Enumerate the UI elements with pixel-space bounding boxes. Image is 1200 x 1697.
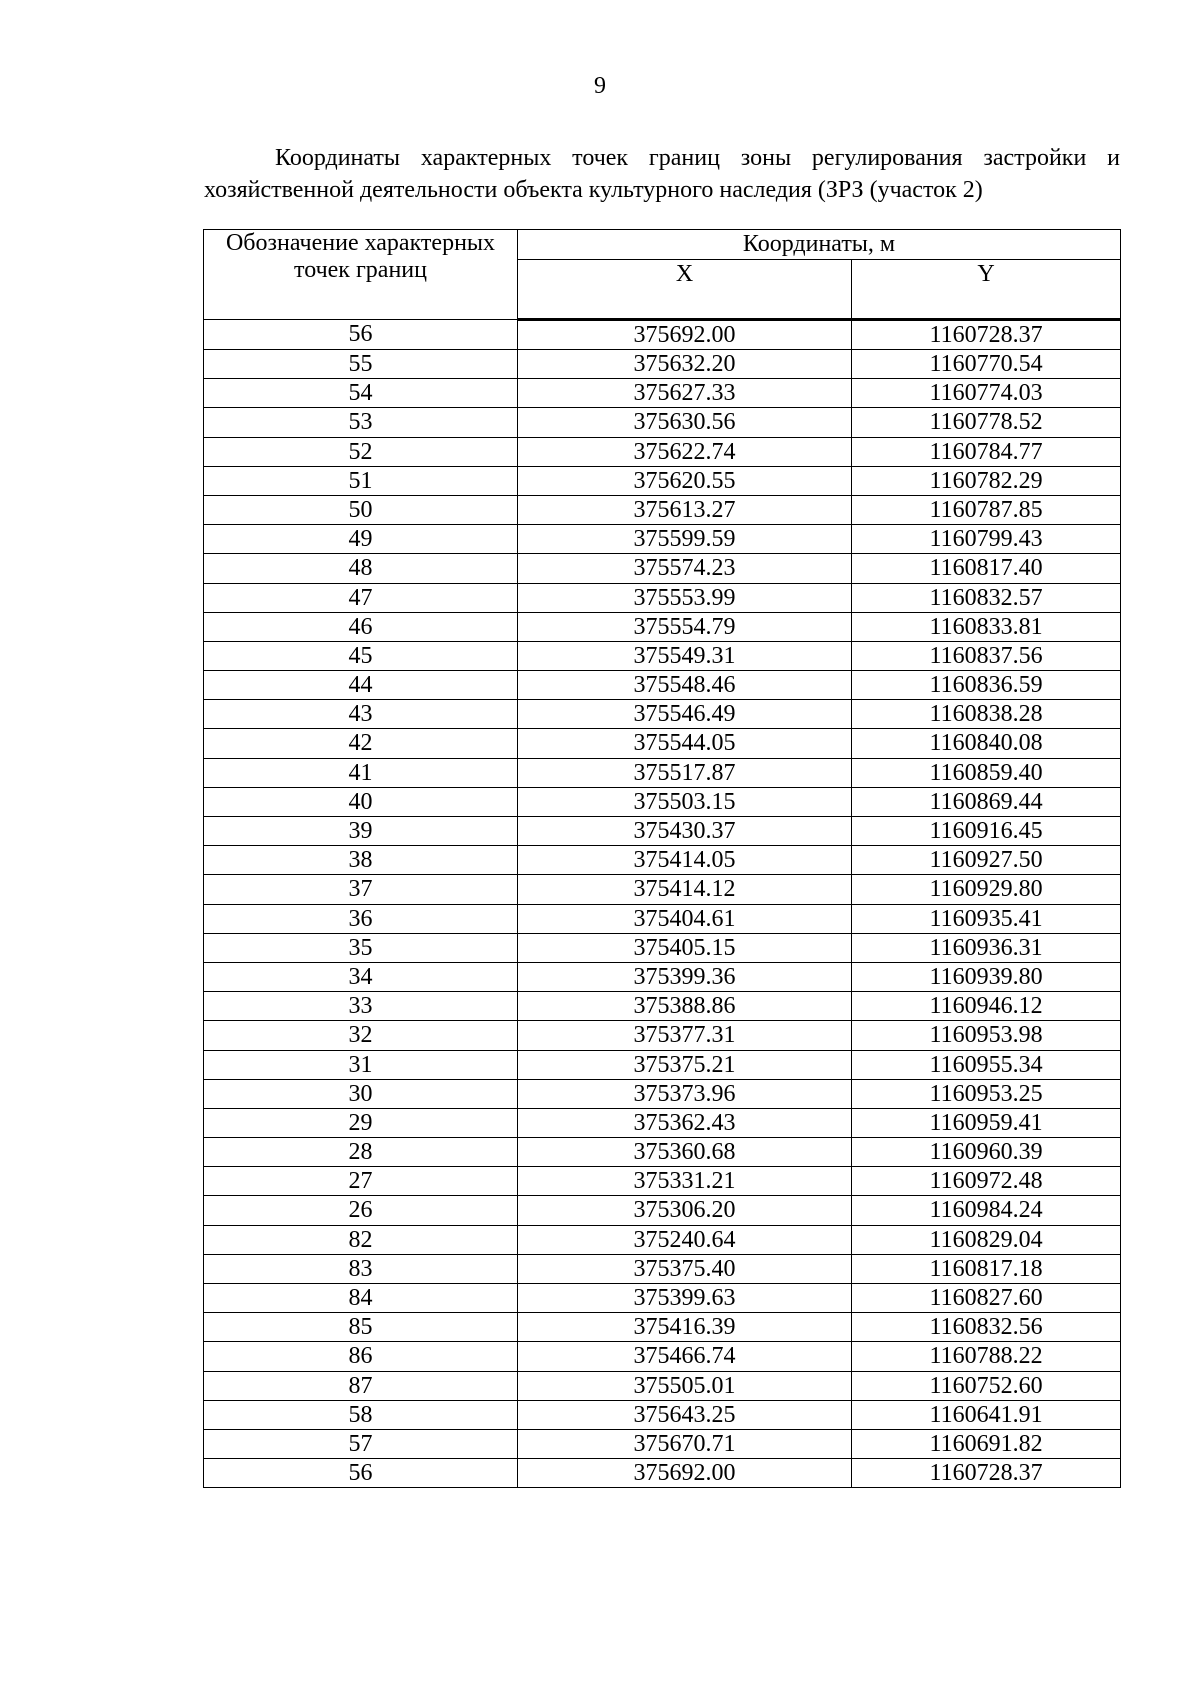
cell-y: 1160859.40 [852,758,1121,787]
cell-y: 1160929.80 [852,875,1121,904]
table-row [204,612,1121,641]
cell-point: 56 [204,320,518,350]
cell-y: 1160641.91 [852,1400,1121,1429]
table-row [204,933,1121,962]
cell-point: 48 [204,554,518,583]
cell-x: 375404.61 [518,904,852,933]
cell-point: 50 [204,495,518,524]
cell-x: 375546.49 [518,700,852,729]
cell-point: 45 [204,641,518,670]
cell-point: 84 [204,1284,518,1313]
cell-y: 1160691.82 [852,1429,1121,1458]
cell-x: 375517.87 [518,758,852,787]
cell-x: 375599.59 [518,525,852,554]
cell-y: 1160784.77 [852,437,1121,466]
table-row [204,1167,1121,1196]
table-row [204,1459,1121,1488]
cell-x: 375670.71 [518,1429,852,1458]
cell-x: 375503.15 [518,787,852,816]
table-row [204,408,1121,437]
table-row [204,1079,1121,1108]
cell-x: 375414.12 [518,875,852,904]
cell-x: 375388.86 [518,992,852,1021]
table-row [204,554,1121,583]
table-row [204,671,1121,700]
header-x: X [518,260,852,320]
table-body [204,320,1121,1488]
cell-y: 1160960.39 [852,1138,1121,1167]
table-row [204,583,1121,612]
table-row [204,729,1121,758]
cell-y: 1160827.60 [852,1284,1121,1313]
table-row [204,992,1121,1021]
cell-point: 54 [204,379,518,408]
cell-y: 1160728.37 [852,1459,1121,1488]
cell-point: 85 [204,1313,518,1342]
cell-x: 375377.31 [518,1021,852,1050]
table-row [204,787,1121,816]
cell-y: 1160959.41 [852,1108,1121,1137]
table-row [204,875,1121,904]
cell-x: 375548.46 [518,671,852,700]
cell-y: 1160935.41 [852,904,1121,933]
cell-point: 28 [204,1138,518,1167]
table-row [204,1284,1121,1313]
cell-point: 38 [204,846,518,875]
table-row [204,700,1121,729]
page-number: 9 [594,73,606,99]
cell-x: 375554.79 [518,612,852,641]
cell-point: 57 [204,1429,518,1458]
table-row [204,525,1121,554]
cell-x: 375466.74 [518,1342,852,1371]
cell-x: 375360.68 [518,1138,852,1167]
cell-y: 1160832.57 [852,583,1121,612]
cell-point: 52 [204,437,518,466]
table-row [204,1196,1121,1225]
cell-y: 1160782.29 [852,466,1121,495]
cell-y: 1160774.03 [852,379,1121,408]
cell-x: 375399.36 [518,962,852,991]
cell-point: 33 [204,992,518,1021]
cell-y: 1160770.54 [852,350,1121,379]
cell-point: 47 [204,583,518,612]
cell-x: 375622.74 [518,437,852,466]
cell-x: 375416.39 [518,1313,852,1342]
cell-y: 1160840.08 [852,729,1121,758]
cell-point: 49 [204,525,518,554]
table-header [204,230,1121,320]
table-row [204,1429,1121,1458]
cell-point: 56 [204,1459,518,1488]
cell-y: 1160936.31 [852,933,1121,962]
table-row [204,320,1121,350]
cell-point: 32 [204,1021,518,1050]
cell-x: 375632.20 [518,350,852,379]
cell-x: 375405.15 [518,933,852,962]
cell-point: 26 [204,1196,518,1225]
table-row [204,1225,1121,1254]
cell-point: 86 [204,1342,518,1371]
cell-y: 1160972.48 [852,1167,1121,1196]
cell-x: 375430.37 [518,817,852,846]
cell-y: 1160984.24 [852,1196,1121,1225]
cell-y: 1160799.43 [852,525,1121,554]
table-row [204,495,1121,524]
cell-y: 1160817.18 [852,1254,1121,1283]
cell-point: 35 [204,933,518,962]
cell-y: 1160838.28 [852,700,1121,729]
cell-point: 51 [204,466,518,495]
cell-y: 1160869.44 [852,787,1121,816]
cell-point: 58 [204,1400,518,1429]
cell-x: 375306.20 [518,1196,852,1225]
cell-x: 375414.05 [518,846,852,875]
cell-y: 1160833.81 [852,612,1121,641]
cell-y: 1160946.12 [852,992,1121,1021]
cell-y: 1160832.56 [852,1313,1121,1342]
header-designation: Обозначение характерных точек границ [204,230,518,320]
cell-point: 43 [204,700,518,729]
table-row [204,758,1121,787]
cell-x: 375399.63 [518,1284,852,1313]
cell-y: 1160953.25 [852,1079,1121,1108]
cell-x: 375240.64 [518,1225,852,1254]
cell-point: 53 [204,408,518,437]
cell-point: 55 [204,350,518,379]
cell-x: 375362.43 [518,1108,852,1137]
cell-x: 375643.25 [518,1400,852,1429]
table-row [204,1138,1121,1167]
table-row [204,1254,1121,1283]
cell-x: 375505.01 [518,1371,852,1400]
cell-point: 83 [204,1254,518,1283]
cell-y: 1160955.34 [852,1050,1121,1079]
cell-y: 1160927.50 [852,846,1121,875]
cell-point: 87 [204,1371,518,1400]
cell-point: 29 [204,1108,518,1137]
table-row [204,437,1121,466]
cell-y: 1160939.80 [852,962,1121,991]
cell-x: 375549.31 [518,641,852,670]
table-row [204,1400,1121,1429]
table-row [204,817,1121,846]
cell-x: 375553.99 [518,583,852,612]
table-row [204,962,1121,991]
table-row [204,379,1121,408]
cell-x: 375373.96 [518,1079,852,1108]
cell-point: 42 [204,729,518,758]
cell-y: 1160817.40 [852,554,1121,583]
cell-point: 44 [204,671,518,700]
table-row [204,846,1121,875]
table-row [204,641,1121,670]
cell-point: 46 [204,612,518,641]
table-row [204,1371,1121,1400]
table-row [204,904,1121,933]
cell-x: 375692.00 [518,1459,852,1488]
table-row [204,1108,1121,1137]
table-row [204,466,1121,495]
cell-point: 82 [204,1225,518,1254]
cell-y: 1160752.60 [852,1371,1121,1400]
cell-y: 1160787.85 [852,495,1121,524]
cell-y: 1160788.22 [852,1342,1121,1371]
header-y: Y [852,260,1121,320]
cell-y: 1160953.98 [852,1021,1121,1050]
coordinates-table [203,229,1121,1488]
cell-point: 37 [204,875,518,904]
cell-x: 375331.21 [518,1167,852,1196]
header-coordinates: Координаты, м [518,230,1121,260]
cell-x: 375620.55 [518,466,852,495]
cell-x: 375544.05 [518,729,852,758]
cell-point: 30 [204,1079,518,1108]
table-row [204,1313,1121,1342]
cell-y: 1160778.52 [852,408,1121,437]
cell-point: 31 [204,1050,518,1079]
cell-x: 375574.23 [518,554,852,583]
cell-y: 1160837.56 [852,641,1121,670]
table-row [204,1050,1121,1079]
cell-x: 375375.21 [518,1050,852,1079]
table-row [204,350,1121,379]
table-row [204,1021,1121,1050]
cell-y: 1160728.37 [852,320,1121,350]
document-title: Координаты характерных точек границ зоны регулирования застройки и хозяйственной деятельности объекта культурного наследия (ЗРЗ (участок 2) [204,145,1120,203]
table-row [204,1342,1121,1371]
cell-point: 36 [204,904,518,933]
cell-y: 1160829.04 [852,1225,1121,1254]
cell-point: 27 [204,1167,518,1196]
cell-x: 375613.27 [518,495,852,524]
cell-y: 1160836.59 [852,671,1121,700]
cell-x: 375375.40 [518,1254,852,1283]
cell-x: 375627.33 [518,379,852,408]
cell-y: 1160916.45 [852,817,1121,846]
cell-x: 375692.00 [518,320,852,350]
cell-point: 41 [204,758,518,787]
cell-point: 39 [204,817,518,846]
cell-point: 40 [204,787,518,816]
cell-point: 34 [204,962,518,991]
cell-x: 375630.56 [518,408,852,437]
